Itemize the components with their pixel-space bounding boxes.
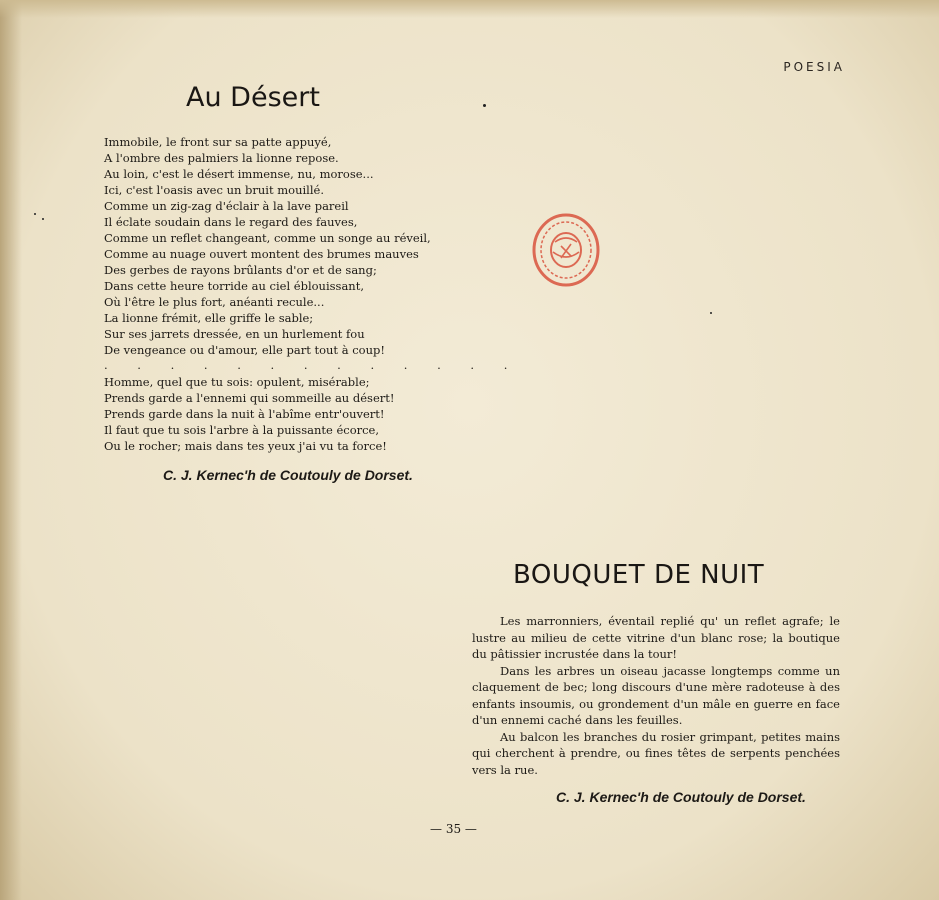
poem-line: De vengeance ou d'amour, elle part tout à coup! bbox=[104, 343, 385, 357]
poem-line: Prends garde a l'ennemi qui sommeille au désert! bbox=[104, 391, 395, 405]
poem-line: Comme un zig-zag d'éclair à la lave pareil bbox=[104, 199, 349, 213]
prose-paragraph: Au balcon les branches du rosier grimpant, petites mains qui cherchent à prendre, ou fines têtes de serpents penchées vers la rue. bbox=[472, 729, 840, 777]
poem-line: Sur ses jarrets dressée, en un hurlement fou bbox=[104, 327, 365, 341]
page-edge-shadow bbox=[0, 0, 22, 900]
library-stamp-icon bbox=[531, 212, 601, 288]
poem-author: C. J. Kernec'h de Coutouly de Dorset. bbox=[163, 467, 413, 483]
ink-speck bbox=[483, 104, 486, 107]
page-number: — 35 — bbox=[430, 822, 477, 836]
poem-line: Où l'être le plus fort, anéanti recule... bbox=[104, 295, 325, 309]
poem-separator: . . . . . . . . . . . . . bbox=[104, 358, 521, 372]
poem-line: Prends garde dans la nuit à l'abîme entr'ouvert! bbox=[104, 407, 385, 421]
poem-line: Homme, quel que tu sois: opulent, misérable; bbox=[104, 375, 370, 389]
poem-line: Comme un reflet changeant, comme un songe au réveil, bbox=[104, 231, 431, 245]
prose-title: BOUQUET DE NUIT bbox=[513, 560, 765, 590]
prose-paragraph: Dans les arbres un oiseau jacasse longtemps comme un claquement de bec; long discours d'une mère radoteuse à des enfants insoumis, ou grondement d'un mâle en guerre en face d'un ennemi caché dans les feuilles. bbox=[472, 663, 840, 727]
poem-line: A l'ombre des palmiers la lionne repose. bbox=[104, 151, 339, 165]
poem-line: Comme au nuage ouvert montent des brumes mauves bbox=[104, 247, 419, 261]
poem-line: Ou le rocher; mais dans tes yeux j'ai vu ta force! bbox=[104, 439, 387, 453]
poem-title: Au Désert bbox=[186, 82, 320, 113]
prose-author: C. J. Kernec'h de Coutouly de Dorset. bbox=[556, 789, 806, 805]
poem-line: Dans cette heure torride au ciel éblouissant, bbox=[104, 279, 364, 293]
poem-line: Immobile, le front sur sa patte appuyé, bbox=[104, 135, 332, 149]
section-header: POESIA bbox=[783, 60, 845, 74]
poem-line: Ici, c'est l'oasis avec un bruit mouillé. bbox=[104, 183, 324, 197]
poem-line: La lionne frémit, elle griffe le sable; bbox=[104, 311, 314, 325]
poem-body bbox=[104, 134, 521, 454]
poem-line: Des gerbes de rayons brûlants d'or et de sang; bbox=[104, 263, 377, 277]
ink-speck bbox=[42, 218, 44, 220]
ink-speck bbox=[34, 213, 36, 215]
prose-body bbox=[472, 613, 840, 778]
page-top-shadow bbox=[0, 0, 939, 18]
poem-line: Au loin, c'est le désert immense, nu, morose... bbox=[104, 167, 374, 181]
poem-line: Il éclate soudain dans le regard des fauves, bbox=[104, 215, 358, 229]
ink-speck bbox=[710, 312, 712, 314]
poem-line: Il faut que tu sois l'arbre à la puissante écorce, bbox=[104, 423, 380, 437]
prose-paragraph: Les marronniers, éventail replié qu' un reflet agrafe; le lustre au milieu de cette vitrine d'un blanc rose; la boutique du pâtissier incrustée dans la tour! bbox=[472, 614, 840, 661]
